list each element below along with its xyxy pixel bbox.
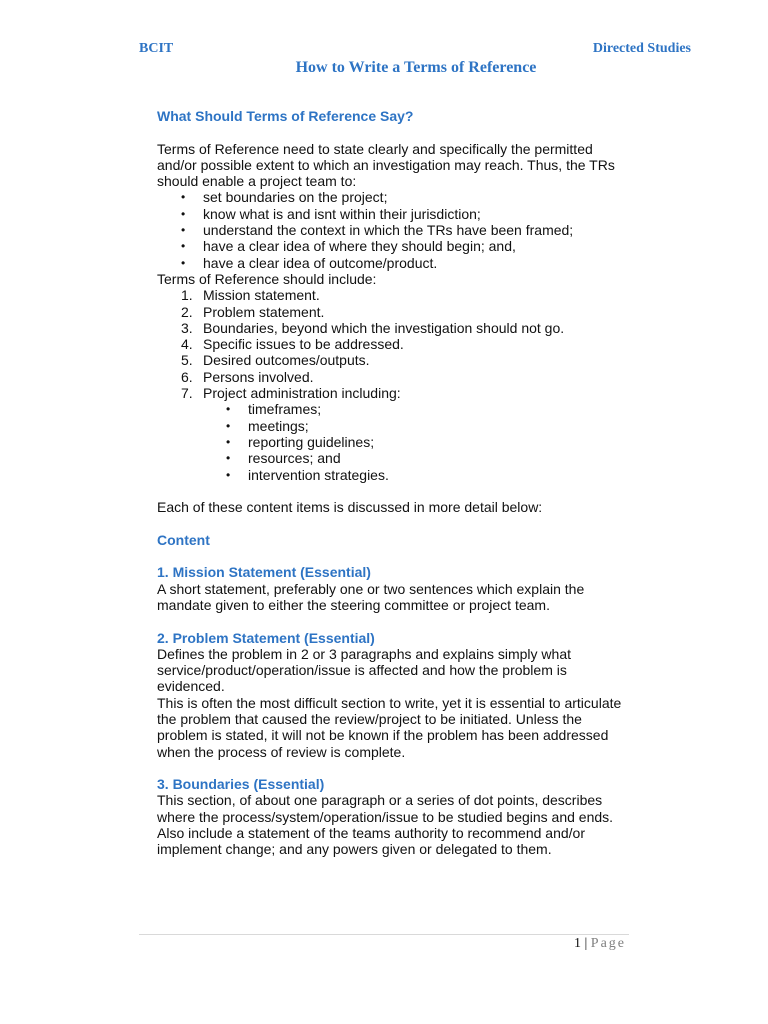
item-text: Persons involved. — [203, 368, 314, 385]
problem-text-1: Defines the problem in 2 or 3 paragraphs and explains simply what service/product/operation/issue is affected and how the problem is evidenced. — [157, 645, 572, 695]
list-item — [157, 369, 627, 385]
intro-paragraph: Terms of Reference need to state clearly and specifically the permitted and/or possible extent to which an investigation may reach. Thus, the TRs should enable a project team to: — [157, 140, 615, 190]
mission-text: A short statement, preferably one or two sentences which explain the mandate given to either the steering committee or project team. — [157, 580, 585, 613]
include-list — [157, 287, 627, 483]
outro-paragraph: Each of these content items is discussed in more detail below: — [157, 499, 543, 516]
list-item: • meetings; — [224, 418, 627, 434]
list-item: • timeframes; — [224, 401, 627, 417]
mission-heading: 1. Mission Statement (Essential) — [157, 564, 371, 581]
item-number: 6. — [181, 368, 193, 385]
item-text: Mission statement. — [203, 287, 320, 304]
item-number: 3. — [181, 319, 193, 336]
list-item — [157, 320, 627, 336]
item-text: Desired outcomes/outputs. — [203, 352, 370, 369]
header-left: BCIT — [139, 41, 174, 56]
item-text: Boundaries, beyond which the investigation should not go. — [203, 319, 565, 336]
list-item: • know what is and isnt within their jurisdiction; — [157, 206, 627, 222]
list-item: • set boundaries on the project; — [157, 189, 627, 205]
list-item — [157, 352, 627, 368]
include-label: Terms of Reference should include: — [157, 270, 377, 287]
list-item — [157, 336, 627, 352]
item-number: 2. — [181, 303, 193, 320]
list-item: • have a clear idea of where they should begin; and, — [157, 238, 627, 254]
document-body — [157, 108, 627, 858]
boundaries-heading: 3. Boundaries (Essential) — [157, 776, 325, 793]
footer-separator: | — [580, 936, 591, 951]
item-number: 1. — [181, 287, 193, 304]
content-heading: Content — [157, 531, 210, 548]
item-text: Specific issues to be addressed. — [203, 336, 404, 353]
list-item: • resources; and — [224, 450, 627, 466]
list-item: • understand the context in which the TRs have been framed; — [157, 222, 627, 238]
problem-text-2: This is often the most difficult section to write, yet it is essential to articulate the problem that caused the review/project to be initiated. Unless the problem is stated, it will not be known if the problem has been addressed when the process of review is complete. — [157, 694, 622, 760]
item-number: 7. — [181, 385, 193, 402]
footer-divider — [139, 934, 629, 935]
list-item — [157, 287, 627, 303]
admin-sublist — [203, 401, 627, 482]
page-footer — [574, 936, 626, 952]
problem-heading: 2. Problem Statement (Essential) — [157, 629, 375, 646]
page-label: Page — [590, 936, 626, 951]
list-item: • have a clear idea of outcome/product. — [157, 255, 627, 271]
item-number: 4. — [181, 336, 193, 353]
boundaries-text-2: Also include a statement of the teams authority to recommend and/or implement change; and any powers given or delegated to them. — [157, 825, 586, 858]
header-right: Directed Studies — [592, 41, 691, 56]
section-heading-what-should: What Should Terms of Reference Say? — [157, 108, 414, 124]
list-item: • intervention strategies. — [224, 467, 627, 483]
page-number: 1 — [573, 936, 581, 951]
item-number: 5. — [181, 352, 193, 369]
purpose-list — [157, 189, 627, 270]
page-title: How to Write a Terms of Reference — [295, 59, 537, 76]
item-text: Problem statement. — [203, 303, 325, 320]
list-item: • reporting guidelines; — [224, 434, 627, 450]
item-text: Project administration including: — [203, 385, 401, 402]
boundaries-text-1: This section, of about one paragraph or a series of dot points, describes where the process/system/operation/issue to be studied begins and ends. — [157, 792, 614, 825]
list-item — [157, 304, 627, 320]
list-item — [157, 385, 627, 483]
